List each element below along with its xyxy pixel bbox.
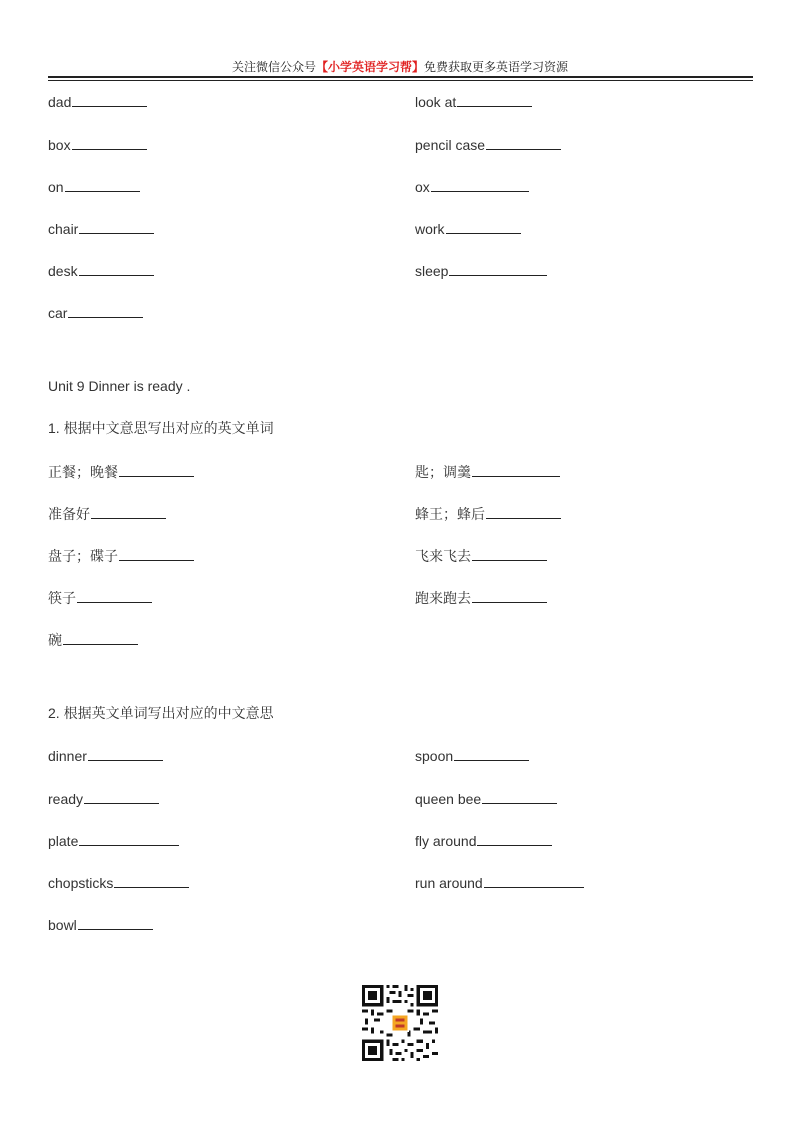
word-item: chair <box>48 219 154 238</box>
word-item: fly around <box>415 831 552 850</box>
word-item: box <box>48 135 147 154</box>
word-item: look at <box>415 92 532 111</box>
answer-blank[interactable] <box>486 135 561 150</box>
word-item: dinner <box>48 746 163 765</box>
word-item: 跑来跑去 <box>415 588 547 607</box>
word-item: queen bee <box>415 789 557 808</box>
section-1-title: 1. 根据中文意思写出对应的英文单词 <box>48 420 274 436</box>
word-item: ox <box>415 177 529 196</box>
word-item: pencil case <box>415 135 561 154</box>
word-item: 准备好 <box>48 504 166 523</box>
answer-blank[interactable] <box>472 462 560 477</box>
word-item: 蜂王；蜂后 <box>415 504 561 523</box>
answer-blank[interactable] <box>84 789 159 804</box>
unit-title: Unit 9 Dinner is ready . <box>48 378 191 394</box>
answer-blank[interactable] <box>484 873 584 888</box>
word-item: 盘子；碟子 <box>48 546 194 565</box>
answer-blank[interactable] <box>78 915 153 930</box>
word-item: desk <box>48 261 154 280</box>
answer-blank[interactable] <box>449 261 547 276</box>
answer-blank[interactable] <box>65 177 140 192</box>
header-highlight: 【小学英语学习帮】 <box>315 60 424 74</box>
page-header <box>0 58 800 75</box>
answer-blank[interactable] <box>88 746 163 761</box>
word-item: 碗 <box>48 630 138 649</box>
header-rule-thin <box>48 80 753 81</box>
answer-blank[interactable] <box>72 135 147 150</box>
answer-blank[interactable] <box>72 92 147 107</box>
word-item: ready <box>48 789 159 808</box>
word-item: chopsticks <box>48 873 189 892</box>
word-item: work <box>415 219 521 238</box>
word-item: bowl <box>48 915 153 934</box>
answer-blank[interactable] <box>79 219 154 234</box>
answer-blank[interactable] <box>119 462 194 477</box>
word-item: spoon <box>415 746 529 765</box>
word-item: on <box>48 177 140 196</box>
word-item: car <box>48 303 143 322</box>
section-2-title: 2. 根据英文单词写出对应的中文意思 <box>48 705 274 721</box>
answer-blank[interactable] <box>114 873 189 888</box>
answer-blank[interactable] <box>482 789 557 804</box>
answer-blank[interactable] <box>119 546 194 561</box>
answer-blank[interactable] <box>77 588 152 603</box>
answer-blank[interactable] <box>79 831 179 846</box>
word-item: sleep <box>415 261 547 280</box>
answer-blank[interactable] <box>486 504 561 519</box>
answer-blank[interactable] <box>472 546 547 561</box>
answer-blank[interactable] <box>79 261 154 276</box>
word-item: plate <box>48 831 179 850</box>
header-rule-thick <box>48 76 753 78</box>
word-item: 飞来飞去 <box>415 546 547 565</box>
answer-blank[interactable] <box>472 588 547 603</box>
word-item: 匙；调羹 <box>415 462 560 481</box>
answer-blank[interactable] <box>457 92 532 107</box>
header-prefix: 关注微信公众号 <box>231 60 316 74</box>
answer-blank[interactable] <box>477 831 552 846</box>
answer-blank[interactable] <box>63 630 138 645</box>
answer-blank[interactable] <box>454 746 529 761</box>
answer-blank[interactable] <box>68 303 143 318</box>
word-item: dad <box>48 92 147 111</box>
qr-code-icon[interactable] <box>362 985 438 1061</box>
word-item: 正餐；晚餐 <box>48 462 194 481</box>
header-suffix: 免费获取更多英语学习资源 <box>424 60 569 74</box>
answer-blank[interactable] <box>431 177 529 192</box>
answer-blank[interactable] <box>446 219 521 234</box>
word-item: run around <box>415 873 584 892</box>
word-item: 筷子 <box>48 588 152 607</box>
answer-blank[interactable] <box>91 504 166 519</box>
